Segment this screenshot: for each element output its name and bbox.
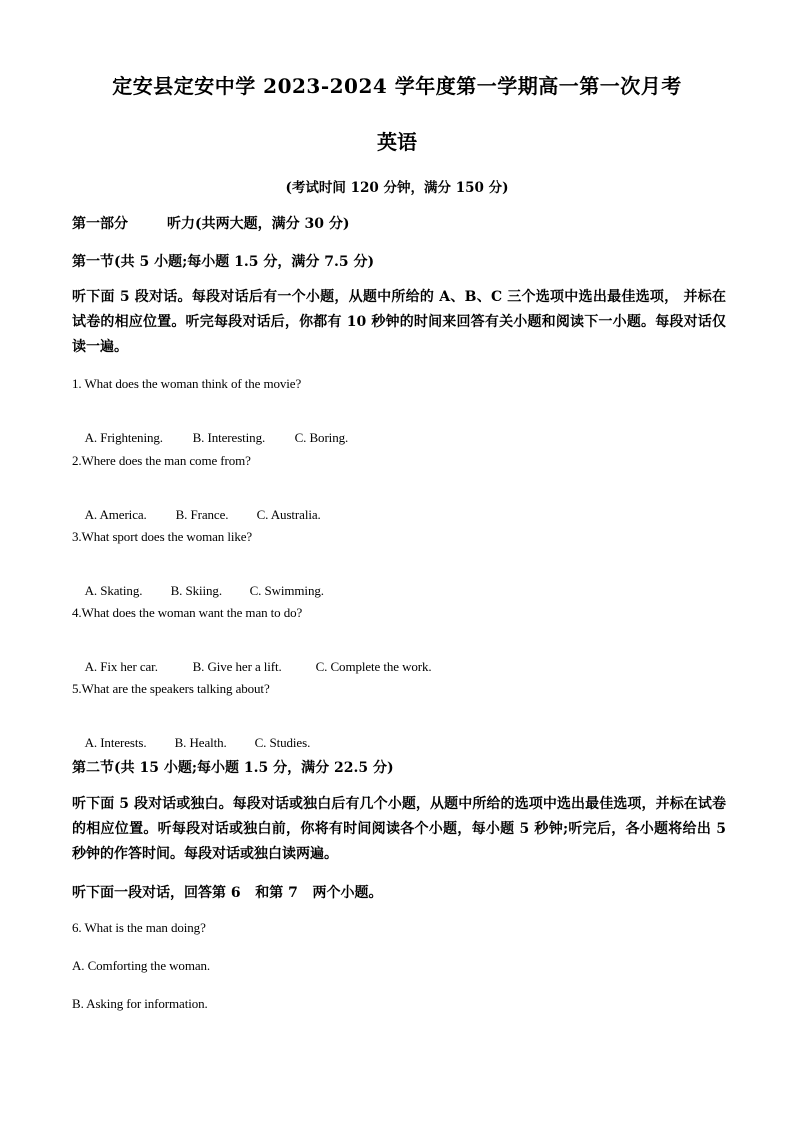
- question-6-option-b: B. Asking for information.: [72, 996, 208, 1011]
- exam-info: (考试时间 120 分钟，满分 150 分): [285, 180, 509, 196]
- option-c: C. Studies.: [254, 735, 311, 750]
- section1-heading: 第一节(共 5 小题;每小题 1.5 分，满分 7.5 分): [72, 254, 375, 270]
- option-c: C. Boring.: [294, 430, 349, 445]
- section2-instructions: 听下面 5 段对话或独白。每段对话或独白后有几个小题，从题中所给的选项中选出最佳选项，并标在试卷的相应位置。听每段对话或独白前，你将有时间阅读各个小题，每小题 5 秒钟;听完后，各小题将给出 5 秒钟的作答时间。每段对话或独白读两遍。: [72, 796, 726, 862]
- question-4: 4.What does the woman want the man to do?: [72, 605, 303, 620]
- section2-heading: 第二节(共 15 小题;每小题 1.5 分，满分 22.5 分): [72, 760, 394, 776]
- question-5: 5.What are the speakers talking about?: [72, 681, 270, 696]
- option-a: A. Interests.: [84, 735, 147, 750]
- page-title: 定安县定安中学 2023-2024 学年度第一学期高一第一次月考: [112, 74, 682, 98]
- option-c: C. Australia.: [256, 507, 321, 522]
- part1-heading: 第一部分 听力(共两大题，满分 30 分): [72, 216, 350, 232]
- subject-title: 英语: [377, 130, 417, 154]
- section1-instructions: 听下面 5 段对话。每段对话后有一个小题，从题中所给的 A、B、C 三个选项中选出最佳选项， 并标在试卷的相应位置。听完每段对话后，你都有 10 秒钟的时间来回答有关小题和阅读下一小题。每段对话仅读一遍。: [72, 289, 726, 355]
- question-3: 3.What sport does the woman like?: [72, 529, 253, 544]
- option-c: C. Swimming.: [249, 583, 324, 598]
- question-1: 1. What does the woman think of the movie?: [72, 376, 302, 391]
- option-a: A. Skating.: [84, 583, 143, 598]
- option-b: B. Interesting.: [192, 430, 266, 445]
- question-6: 6. What is the man doing?: [72, 920, 206, 935]
- option-b: B. Give her a lift.: [192, 659, 282, 674]
- option-a: A. America.: [84, 507, 147, 522]
- question-2: 2.Where does the man come from?: [72, 453, 251, 468]
- option-b: B. France.: [175, 507, 229, 522]
- question-6-option-a: A. Comforting the woman.: [72, 958, 211, 973]
- option-a: A. Frightening.: [84, 430, 163, 445]
- section2-sub-heading: 听下面一段对话，回答第 6 和第 7 两个小题。: [72, 885, 383, 901]
- option-b: B. Skiing.: [170, 583, 222, 598]
- option-c: C. Complete the work.: [315, 659, 432, 674]
- option-a: A. Fix her car.: [84, 659, 158, 674]
- option-b: B. Health.: [174, 735, 227, 750]
